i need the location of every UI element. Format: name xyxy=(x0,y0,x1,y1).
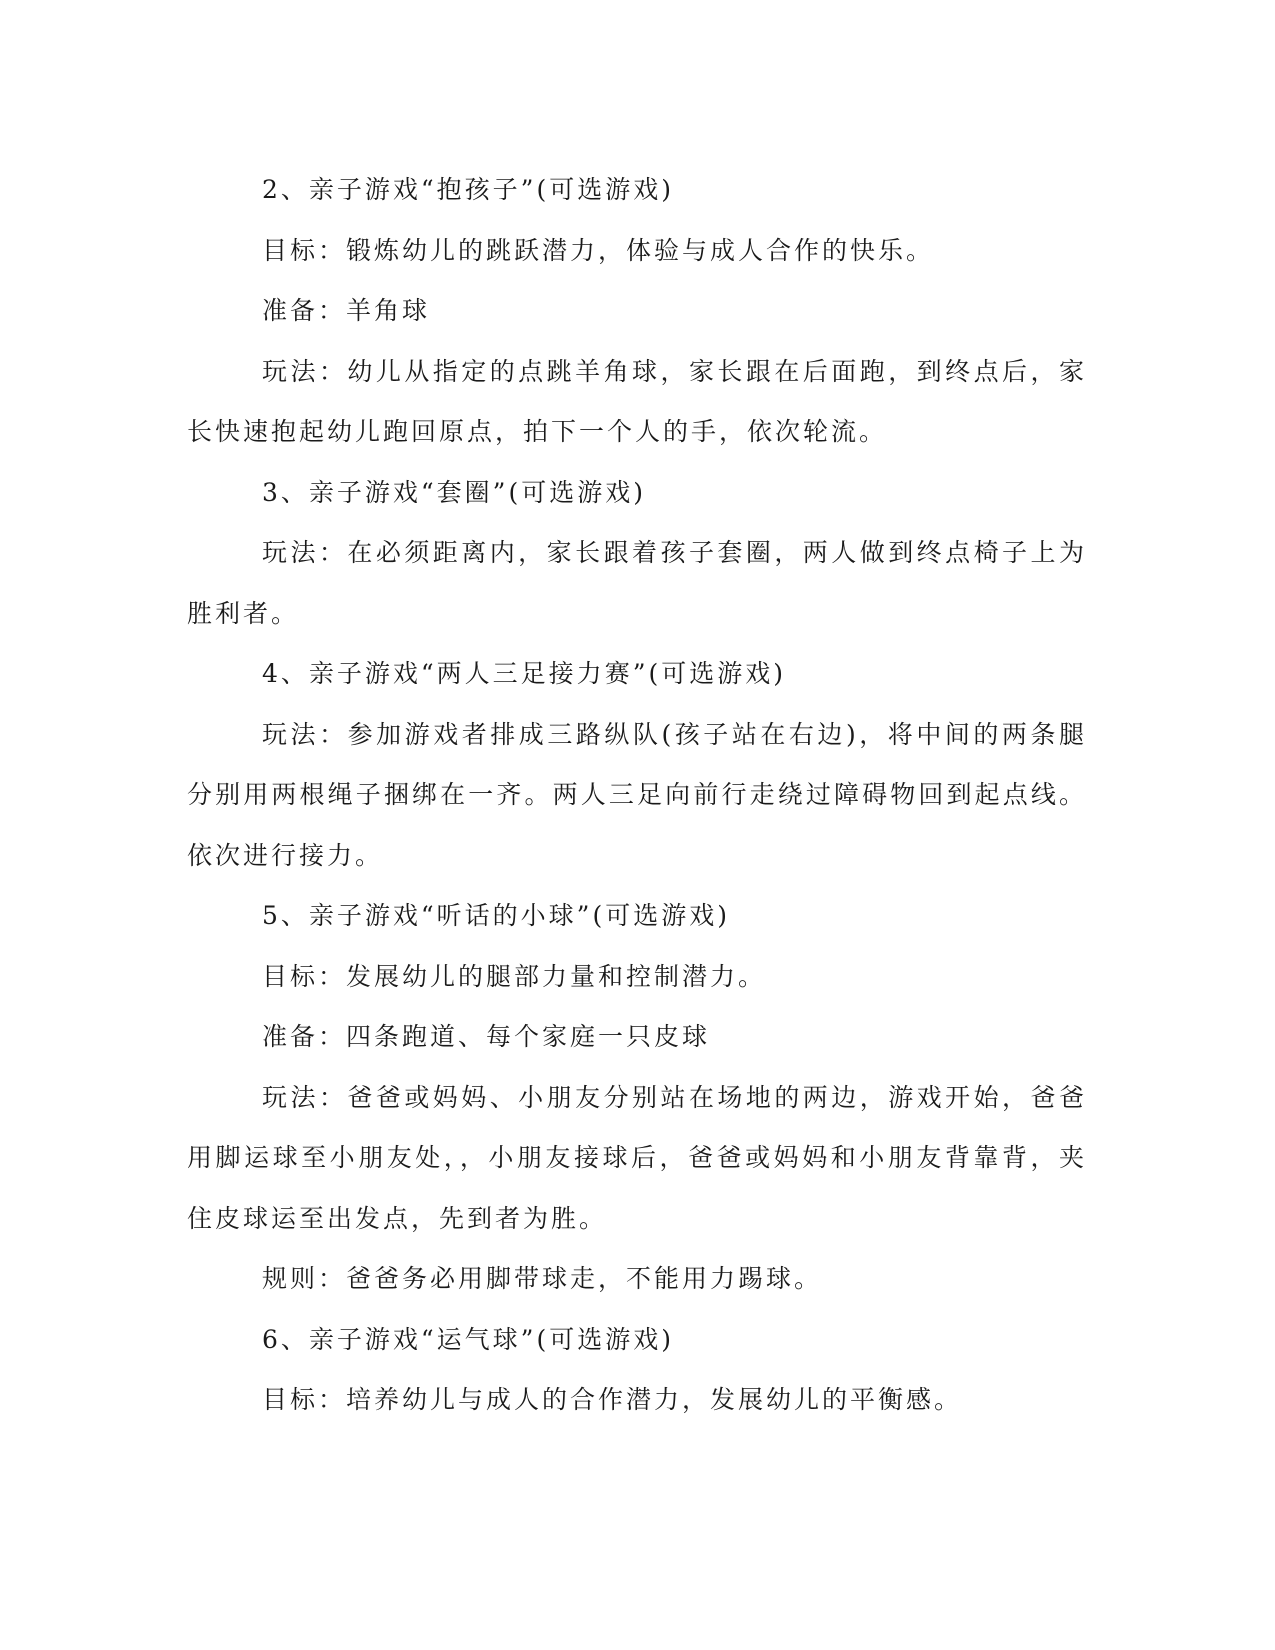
paragraph: 玩法：在必须距离内，家长跟着孩子套圈，两人做到终点椅子上为胜利者。 xyxy=(187,538,1087,628)
section-heading: 5、亲子游戏“听话的小球”(可选游戏) xyxy=(262,901,730,930)
document-body xyxy=(187,160,1087,1431)
paragraph: 玩法：参加游戏者排成三路纵队(孩子站在右边)，将中间的两条腿分别用两根绳子捆绑在一齐。两人三足向前行走绕过障碍物回到起点线。依次进行接力。 xyxy=(187,719,1087,870)
paragraph: 规则：爸爸务必用脚带球走，不能用力踢球。 xyxy=(262,1264,823,1293)
section-heading: 3、亲子游戏“套圈”(可选游戏) xyxy=(262,477,646,507)
paragraph: 玩法：爸爸或妈妈、小朋友分别站在场地的两边，游戏开始，爸爸用脚运球至小朋友处，，小朋友接球后，爸爸或妈妈和小朋友背靠背，夹住皮球运至出发点，先到者为胜。 xyxy=(187,1082,1087,1233)
paragraph: 玩法：幼儿从指定的点跳羊角球，家长跟在后面跑，到终点后，家长快速抱起幼儿跑回原点，拍下一个人的手，依次轮流。 xyxy=(187,356,1087,446)
paragraph: 准备：四条跑道、每个家庭一只皮球 xyxy=(262,1022,711,1051)
section-heading: 6、亲子游戏“运气球”(可选游戏) xyxy=(262,1324,674,1354)
paragraph: 目标：培养幼儿与成人的合作潜力，发展幼儿的平衡感。 xyxy=(262,1385,963,1414)
section-heading: 4、亲子游戏“两人三足接力赛”(可选游戏) xyxy=(262,659,786,688)
section-heading: 2、亲子游戏“抱孩子”(可选游戏) xyxy=(262,175,674,204)
paragraph: 准备：羊角球 xyxy=(262,296,431,325)
paragraph: 目标：锻炼幼儿的跳跃潜力，体验与成人合作的快乐。 xyxy=(262,235,935,265)
paragraph: 目标：发展幼儿的腿部力量和控制潜力。 xyxy=(262,961,767,991)
